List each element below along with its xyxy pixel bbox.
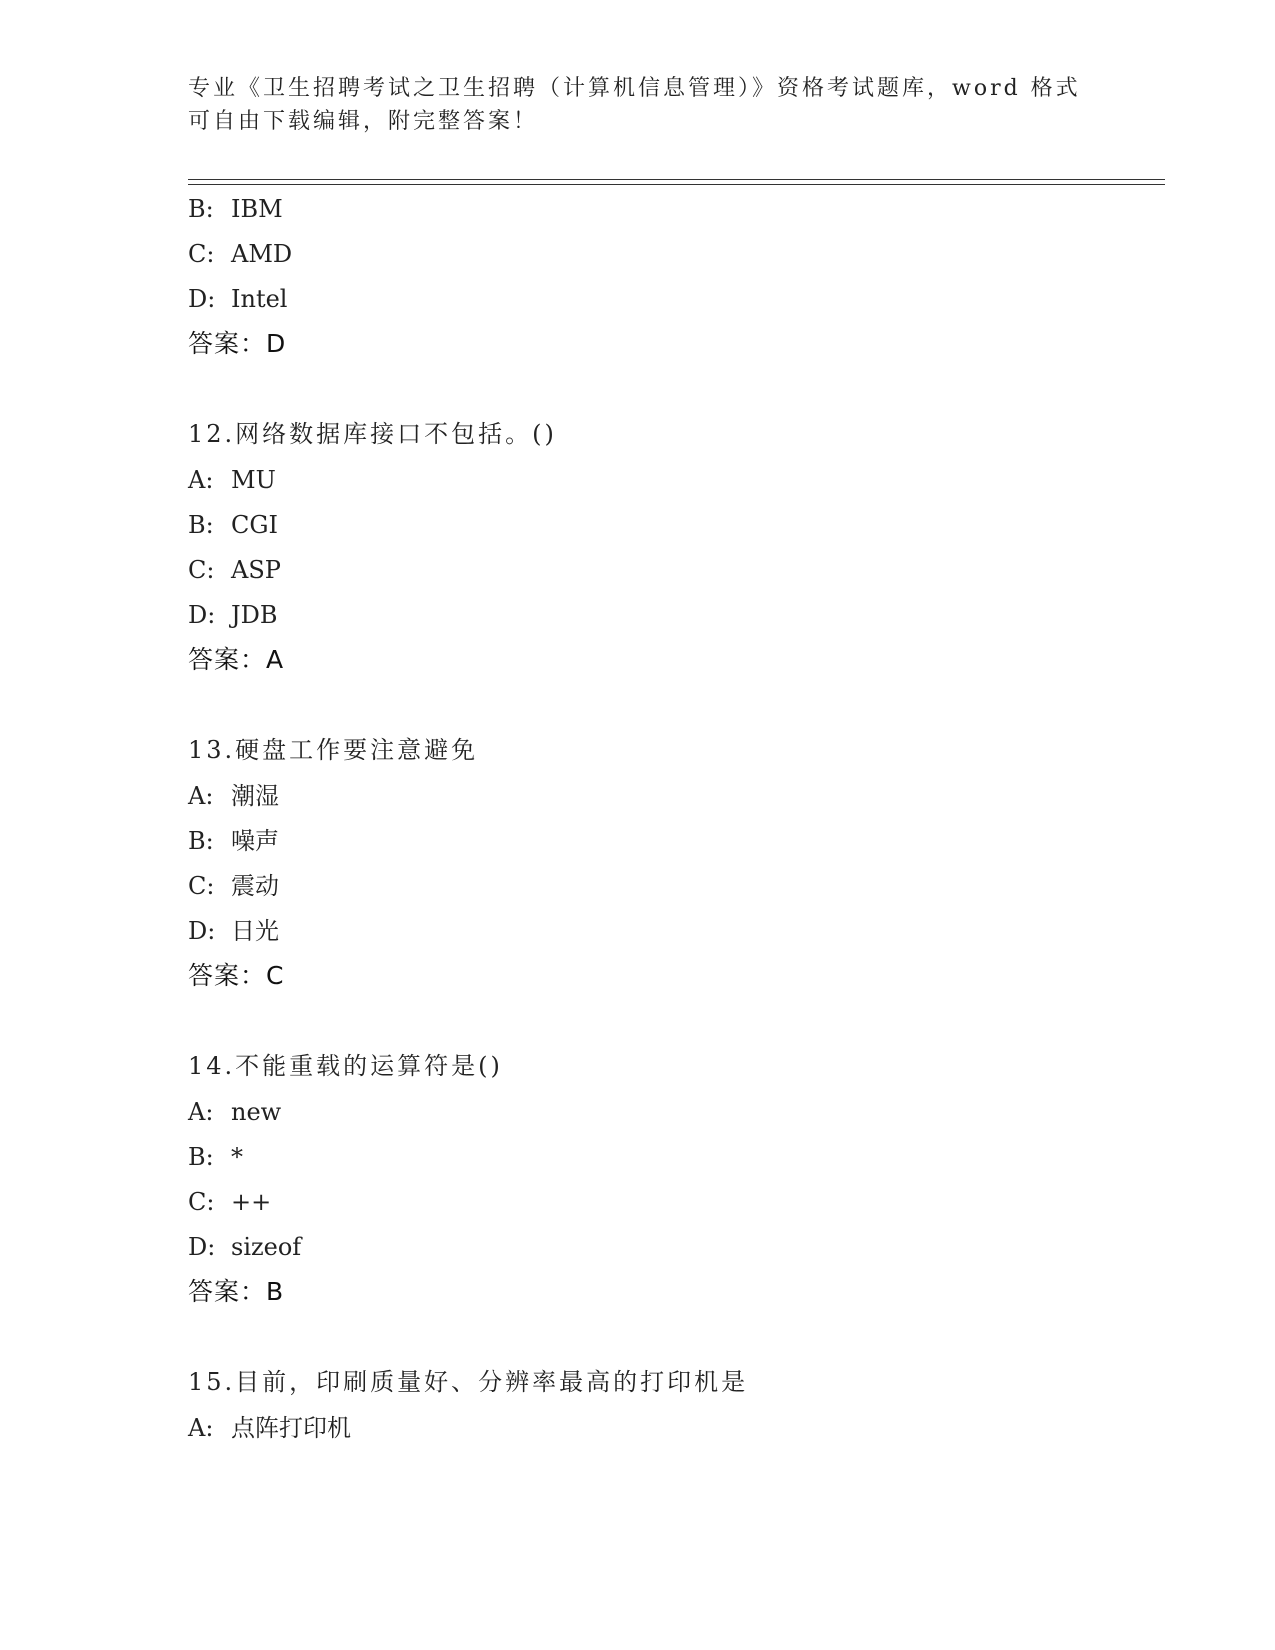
option-label: A: [188,1098,214,1126]
q12-question: 12.网络数据库接口不包括。() [188,420,557,448]
option-text: 噪声 [231,827,279,855]
option-label: B: [188,511,214,539]
q12-option-d [188,600,278,630]
header-divider-top [188,179,1165,180]
q13-option-b [188,826,279,856]
option-label: C: [188,556,215,584]
option-label: A: [188,782,214,810]
q13-question: 13.硬盘工作要注意避免 [188,736,479,764]
option-text: IBM [231,195,283,223]
option-text: CGI [231,511,279,539]
q14-answer: 答案：B [188,1277,285,1306]
document-header [188,72,1088,138]
option-label: A: [188,1414,214,1442]
q13-option-a [188,781,279,811]
option-label: B: [188,195,214,223]
q12-option-c [188,555,281,585]
option-text: 潮湿 [231,782,279,810]
q14-option-a [188,1097,281,1127]
option-label: A: [188,466,214,494]
header-line-1: 专业《卫生招聘考试之卫生招聘（计算机信息管理）》资格考试题库，word 格式 [188,76,1081,101]
option-text: JDB [231,601,278,629]
option-label: D: [188,285,216,313]
option-text: Intel [231,285,288,313]
q14-option-b [188,1142,243,1172]
option-text: ASP [231,556,281,584]
option-text: sizeof [231,1233,302,1261]
q11-option-d [188,284,287,314]
option-text: MU [231,466,276,494]
q12-option-a [188,465,276,495]
q11-option-c [188,239,292,269]
option-text: 震动 [231,872,279,900]
header-line-2: 可自由下载编辑，附完整答案！ [188,109,539,134]
option-text: * [231,1143,243,1171]
option-label: D: [188,601,216,629]
q15-question: 15.目前，印刷质量好、分辨率最高的打印机是 [188,1368,749,1396]
option-label: B: [188,827,214,855]
q12-answer: 答案：A [188,645,285,674]
q15-option-a [188,1413,351,1443]
option-text: new [231,1098,282,1126]
q13-answer: 答案：C [188,961,285,990]
option-text: 点阵打印机 [231,1414,351,1442]
option-label: D: [188,917,216,945]
header-divider-bottom [188,184,1165,185]
q14-question: 14.不能重载的运算符是() [188,1052,503,1080]
option-label: C: [188,240,215,268]
q12-option-b [188,510,278,540]
option-label: C: [188,1188,215,1216]
option-text: 日光 [231,917,279,945]
q14-option-d [188,1232,301,1262]
option-text: AMD [231,240,293,268]
q14-option-c [188,1187,271,1217]
q11-option-b [188,194,283,224]
option-label: D: [188,1233,216,1261]
option-text: ++ [231,1188,272,1216]
q13-option-c [188,871,279,901]
q13-option-d [188,916,279,946]
option-label: C: [188,872,215,900]
q11-answer: 答案：D [188,329,287,358]
option-label: B: [188,1143,214,1171]
